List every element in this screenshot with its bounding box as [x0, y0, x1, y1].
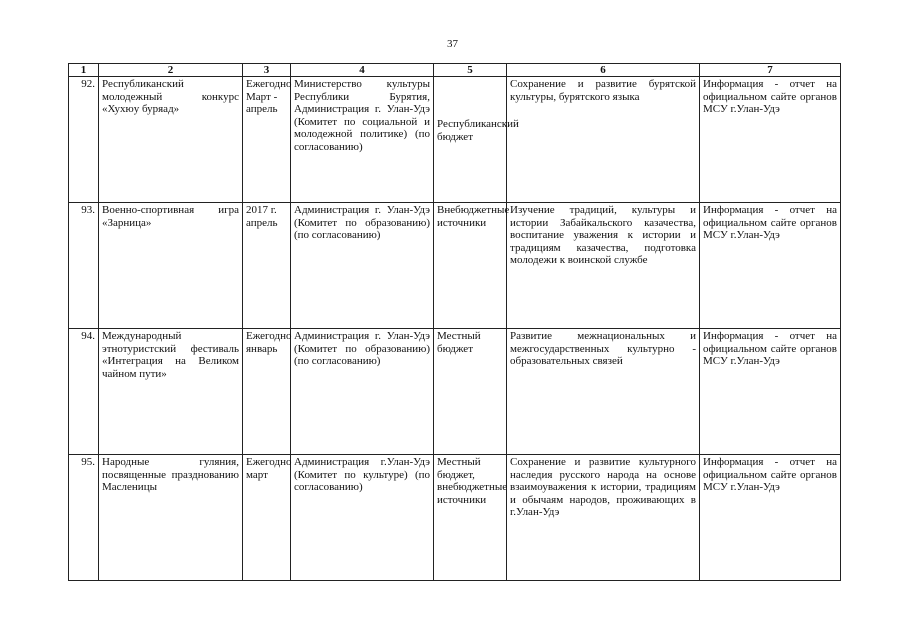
table-row	[69, 455, 841, 581]
event-dates: 2017 г. апрель	[243, 203, 291, 329]
event-name: Военно-спортивная игра «Зарница»	[99, 203, 243, 329]
row-number: 92.	[69, 77, 99, 203]
column-header: 3	[243, 64, 291, 77]
column-header: 4	[291, 64, 434, 77]
column-header: 7	[700, 64, 841, 77]
table-row	[69, 329, 841, 455]
responsible: Администрация г. Улан-Удэ (Комитет по образованию) (по согласованию)	[291, 203, 434, 329]
column-header: 5	[434, 64, 507, 77]
funding-source: Местный бюджет, внебюджетные источники	[434, 455, 507, 581]
column-header: 6	[507, 64, 700, 77]
report-form: Информация - отчет на официальном сайте органов МСУ г.Улан-Удэ	[700, 77, 841, 203]
funding-source: Республиканский бюджет	[437, 118, 519, 143]
funding-source: Местный бюджет	[434, 329, 507, 455]
row-number: 94.	[69, 329, 99, 455]
row-number: 95.	[69, 455, 99, 581]
table-row	[69, 203, 841, 329]
responsible: Администрация г. Улан-Удэ (Комитет по образованию) (по согласованию)	[291, 329, 434, 455]
funding-source: Внебюджетные источники	[434, 203, 507, 329]
funding-cell	[434, 77, 519, 203]
header-row	[69, 64, 841, 77]
event-name: Республиканский молодежный конкурс «Хухюу буряад»	[99, 77, 243, 203]
event-goal: Развитие межнациональных и межгосударственных культурно - образовательных связей	[507, 329, 700, 455]
column-header: 1	[69, 64, 99, 77]
responsible: Администрация г.Улан-Удэ (Комитет по культуре) (по согласованию)	[291, 455, 434, 581]
event-goal: Сохранение и развитие культурного наследия русского народа на основе взаимоуважения к истории, традициям и обычаям народов, проживающих в г.Улан-Удэ	[507, 455, 700, 581]
event-name: Народные гуляния, посвященные празднованию Масленицы	[99, 455, 243, 581]
events-table	[68, 63, 841, 581]
event-name: Международный этнотуристский фестиваль «Интеграция на Великом чайном пути»	[99, 329, 243, 455]
event-goal: Изучение традиций, культуры и истории Забайкальского казачества, воспитание уважения к истории и традициям казачества, подготовка молодежи к воинской службе	[507, 203, 700, 329]
event-goal: Сохранение и развитие бурятской культуры, бурятского языка	[507, 77, 700, 203]
responsible: Министерство культуры Республики Бурятия, Администрация г. Улан-Удэ (Комитет по социальной и молодежной политике) (по согласованию)	[291, 77, 434, 203]
report-form: Информация - отчет на официальном сайте органов МСУ г.Улан-Удэ	[700, 329, 841, 455]
row-number: 93.	[69, 203, 99, 329]
event-dates: Ежегодно март	[243, 455, 291, 581]
report-form: Информация - отчет на официальном сайте органов МСУ г.Улан-Удэ	[700, 203, 841, 329]
report-form: Информация - отчет на официальном сайте органов МСУ г.Улан-Удэ	[700, 455, 841, 581]
page-number: 37	[447, 38, 458, 50]
column-header: 2	[99, 64, 243, 77]
event-dates: Ежегодно Март - апрель	[243, 77, 291, 203]
event-dates: Ежегодно январь	[243, 329, 291, 455]
table-row	[69, 77, 841, 203]
